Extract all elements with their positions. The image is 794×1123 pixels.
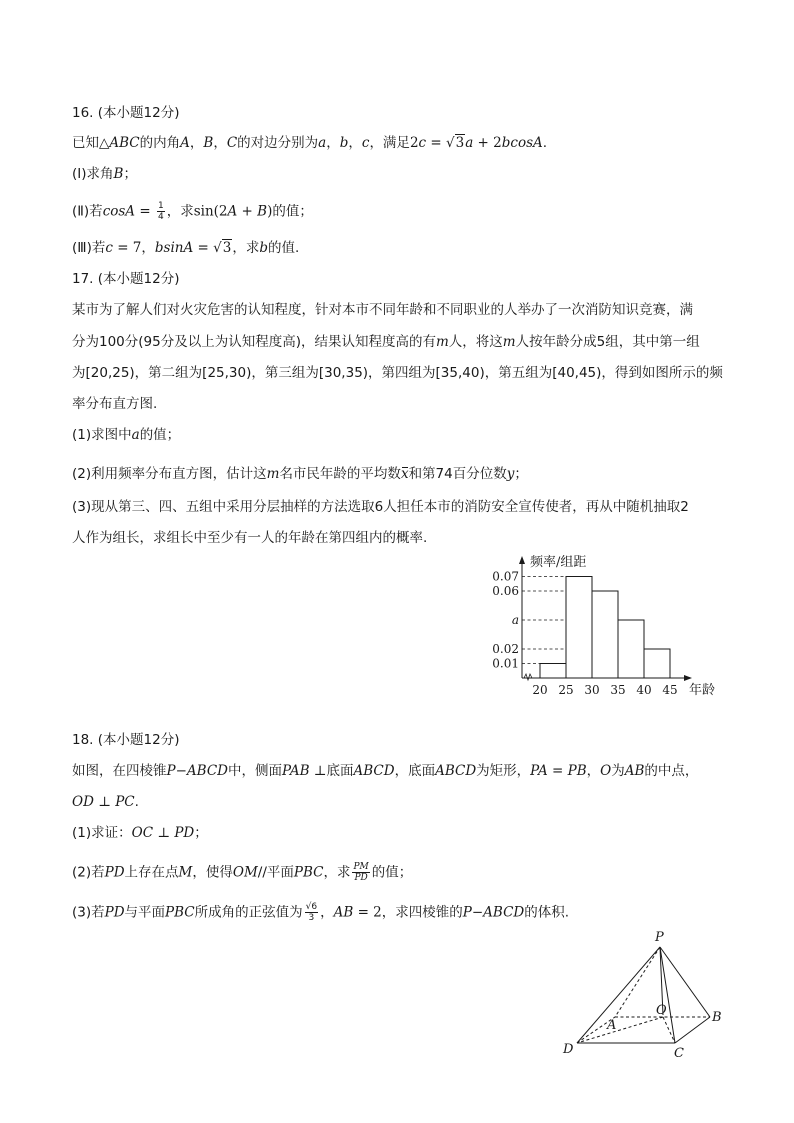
math-symbol: PC (115, 794, 135, 810)
text-run: ，求 (323, 864, 351, 881)
text-run: sin(2 (193, 203, 228, 220)
text-run: = 2，求四棱锥的 (353, 904, 463, 921)
text-run: − (175, 763, 187, 779)
q17-part3-line2 (72, 528, 427, 548)
math-symbol: PD (104, 864, 125, 881)
text-run: ， (213, 135, 227, 151)
fraction (157, 201, 165, 222)
text-run: ，满足 (369, 135, 410, 151)
text-run: ， (189, 135, 204, 151)
q18-part2 (72, 862, 412, 883)
text-run: 为 (611, 763, 625, 779)
text-run: 3 (455, 135, 465, 151)
text-run: 分为100分(95分及以上为认知程度高)，结果认知程度高的有 (72, 334, 436, 350)
math-symbol: ABC (109, 135, 140, 151)
text-run: 2 (409, 135, 419, 151)
text-run: (3)现从第三、四、五组中采用分层抽样的方法选取6人担任本市的消防安全宣传使者，再从中随机抽取2 (72, 499, 689, 515)
text-run: ； (514, 466, 528, 482)
y-tick-label: a (511, 613, 519, 627)
x-tick-label: 20 (532, 683, 548, 697)
fraction-denominator: 4 (157, 212, 164, 222)
math-symbol: ABCD (435, 763, 477, 779)
q18-part3 (72, 902, 569, 923)
edge-PA (615, 947, 660, 1017)
text-run: (1)求证： (72, 825, 132, 841)
text-run: (1)求图中 (72, 427, 132, 443)
text-run: 与平面 (124, 904, 166, 921)
text-run: . (134, 794, 139, 810)
text-run: △ (99, 135, 110, 151)
text-run: + (237, 203, 258, 220)
math-symbol: cosA (102, 203, 136, 220)
x-tick-label: 35 (610, 683, 626, 697)
x-tick-label: 45 (662, 683, 678, 697)
q17-part1 (72, 425, 180, 445)
text-run: √ (213, 240, 222, 256)
edge-CB (675, 1017, 710, 1043)
y-axis-arrow (519, 556, 525, 564)
math-symbol: PD (104, 904, 125, 921)
text-run: 底面 (326, 763, 354, 779)
math-symbol: M (178, 864, 193, 881)
math-symbol: A (227, 203, 238, 220)
text-run: ，底面 (394, 763, 436, 779)
math-symbol: C (226, 135, 238, 151)
math-symbol: ABCD (483, 904, 525, 921)
text-run: 的值； (272, 203, 313, 220)
edge-PB (660, 947, 710, 1017)
text-run: 所成角的正弦值为 (194, 904, 303, 921)
q17-title: 17. (本小题12分) (72, 271, 180, 287)
text-run: ⊥ (93, 794, 116, 810)
math-symbol: y (506, 466, 515, 482)
fraction-numerator: PM (353, 862, 369, 872)
math-symbol: m (435, 334, 449, 350)
math-symbol: O (600, 763, 612, 779)
math-symbol: m (266, 466, 280, 482)
text-run: ， (320, 904, 334, 921)
fraction-numerator: √6 (305, 902, 318, 912)
q18-title: 18. (本小题12分) (72, 732, 180, 748)
text-run: ，求 (232, 240, 260, 256)
text-run: ⊥ (309, 763, 327, 779)
text-run: ，求 (166, 203, 194, 220)
text-run: = 7， (112, 240, 155, 256)
text-run: 中，侧面 (227, 763, 282, 779)
text-run: ； (123, 166, 137, 182)
text-run: (Ⅱ)若 (72, 203, 103, 220)
text-run: ⊥ (153, 825, 175, 841)
math-symbol: c (418, 135, 427, 151)
math-symbol: OM (232, 864, 258, 881)
q16-stem (72, 133, 547, 153)
q17-stem-line1 (72, 300, 693, 320)
math-symbol: P (462, 904, 472, 921)
y-tick-label: 0.06 (492, 584, 519, 598)
x-tick-label: 40 (636, 683, 652, 697)
math-symbol: PB (567, 763, 587, 779)
math-symbol: bcosA (501, 135, 543, 151)
math-symbol: b (339, 135, 349, 151)
text-run: ； (194, 825, 208, 841)
histogram-bar (644, 649, 670, 678)
math-symbol: x (400, 466, 409, 482)
text-run: 的值. (268, 240, 300, 256)
text-run: 为矩形， (476, 763, 531, 779)
text-run: 名市民年龄的平均数 (279, 466, 401, 482)
histogram-bar (540, 664, 566, 679)
math-symbol: a (131, 427, 140, 443)
text-run: ， (586, 763, 601, 779)
text-run: = (547, 763, 568, 779)
text-run: 已知 (72, 135, 99, 151)
x-axis-arrow (684, 675, 692, 681)
fraction-numerator: 1 (157, 201, 164, 211)
math-symbol: a (318, 135, 327, 151)
math-symbol: ABCD (186, 763, 228, 779)
math-symbol: PA (530, 763, 548, 779)
text-run: 上存在点 (124, 864, 179, 881)
math-symbol: OD (72, 794, 94, 810)
text-run: 的值； (139, 427, 181, 443)
histogram-bar (566, 577, 592, 679)
math-symbol: AB (333, 904, 354, 921)
y-axis-label: 频率/组距 (530, 555, 587, 570)
q16-part2 (72, 201, 313, 222)
q17-part3-line1 (72, 497, 689, 517)
text-run: 3 (222, 240, 232, 256)
edge-OD (577, 1017, 663, 1043)
math-symbol: B (203, 135, 214, 151)
math-symbol: PBC (293, 864, 324, 881)
q17-stem-line4 (72, 394, 157, 414)
text-run: ， (348, 135, 362, 151)
edge-PD (577, 947, 660, 1043)
q16-title: 16. (本小题12分) (72, 105, 180, 121)
text-run: 人作为组长，求组长中至少有一人的年龄在第四组内的概率. (72, 530, 428, 546)
math-symbol: PAB (281, 763, 310, 779)
text-run: . (542, 135, 548, 151)
math-symbol: b (259, 240, 268, 256)
text-run: 人按年龄分成5组，其中第一组 (515, 334, 700, 350)
text-run: 为[20,25)，第二组为[25,30)，第三组为[30,35)，第四组为[35,40)，第五组为[40,45)，得到如图所示的频 (72, 365, 723, 381)
math-symbol: B (257, 203, 268, 220)
math-symbol: PD (174, 825, 195, 841)
frequency-histogram (486, 550, 726, 700)
text-run: ) (267, 203, 273, 220)
math-symbol: c (361, 135, 370, 151)
text-run: (3)若 (72, 904, 105, 921)
fraction (352, 862, 369, 883)
q18-part1 (72, 823, 208, 843)
math-symbol: P (166, 763, 176, 779)
text-run: 某市为了解人们对火灾危害的认知程度，针对本市不同年龄和不同职业的人举办了一次消防知识竞赛，满 (72, 302, 693, 318)
text-run: 率分布直方图. (72, 396, 158, 412)
text-run: (Ⅲ)若 (72, 240, 106, 256)
math-symbol: OC (131, 825, 154, 841)
text-run: (2)利用频率分布直方图，估计这 (72, 466, 267, 482)
histogram-bar (592, 591, 618, 678)
text-run: = (193, 240, 214, 256)
text-run: 如图，在四棱锥 (72, 763, 167, 779)
text-run: √ (446, 135, 455, 151)
text-run: + 2 (473, 135, 502, 151)
q18-stem-line2 (72, 792, 139, 812)
axis-break (524, 674, 532, 680)
math-symbol: B (113, 166, 124, 182)
text-run: ， (326, 135, 340, 151)
text-run: (2)若 (72, 864, 105, 881)
q16-part1 (72, 164, 137, 184)
q16-part3 (72, 238, 299, 258)
math-symbol: ABCD (353, 763, 395, 779)
q18-stem-line1 (72, 761, 698, 781)
text-run: 人，将这 (448, 334, 503, 350)
math-symbol: m (502, 334, 516, 350)
vertex-label-A: A (607, 1018, 617, 1033)
q17-part2 (72, 464, 528, 484)
text-run: ，使得 (192, 864, 233, 881)
fraction-denominator: 3 (308, 913, 315, 923)
text-run: 和第74百分位数 (408, 466, 507, 482)
math-symbol: A (180, 135, 190, 151)
vertex-label-O: O (656, 1003, 667, 1018)
text-run: 的值； (371, 864, 413, 881)
text-run: = (135, 203, 155, 220)
y-tick-label: 0.01 (492, 656, 519, 671)
math-symbol: c (105, 240, 113, 256)
text-run: 的对边分别为 (237, 135, 319, 151)
math-symbol: bsinA (154, 240, 194, 256)
math-symbol: a (465, 135, 474, 151)
text-run: 的中点， (644, 763, 699, 779)
x-axis-label: 年龄 (689, 683, 716, 698)
pyramid-figure (555, 925, 735, 1065)
math-symbol: AB (624, 763, 645, 779)
y-tick-label: 0.07 (492, 569, 519, 584)
q17-stem-line3 (72, 363, 723, 383)
text-run: − (471, 904, 484, 921)
vertex-label-C: C (674, 1046, 684, 1061)
y-tick-label: 0.02 (492, 642, 519, 656)
text-run: //平面 (257, 864, 294, 881)
vertex-label-B: B (712, 1010, 722, 1025)
histogram-bar (618, 620, 644, 678)
x-tick-label: 25 (558, 683, 574, 697)
text-run: = (426, 135, 446, 151)
text-run: (Ⅰ)求角 (72, 166, 114, 182)
q17-stem-line2 (72, 332, 700, 352)
math-symbol: PBC (165, 904, 195, 921)
text-run: 的体积. (524, 904, 570, 921)
vertex-label-D: D (563, 1042, 574, 1057)
vertex-label-P: P (655, 930, 664, 945)
fraction-denominator: PD (354, 873, 368, 883)
text-run: 的内角 (139, 135, 181, 151)
x-tick-label: 30 (584, 683, 600, 697)
fraction (305, 902, 318, 923)
